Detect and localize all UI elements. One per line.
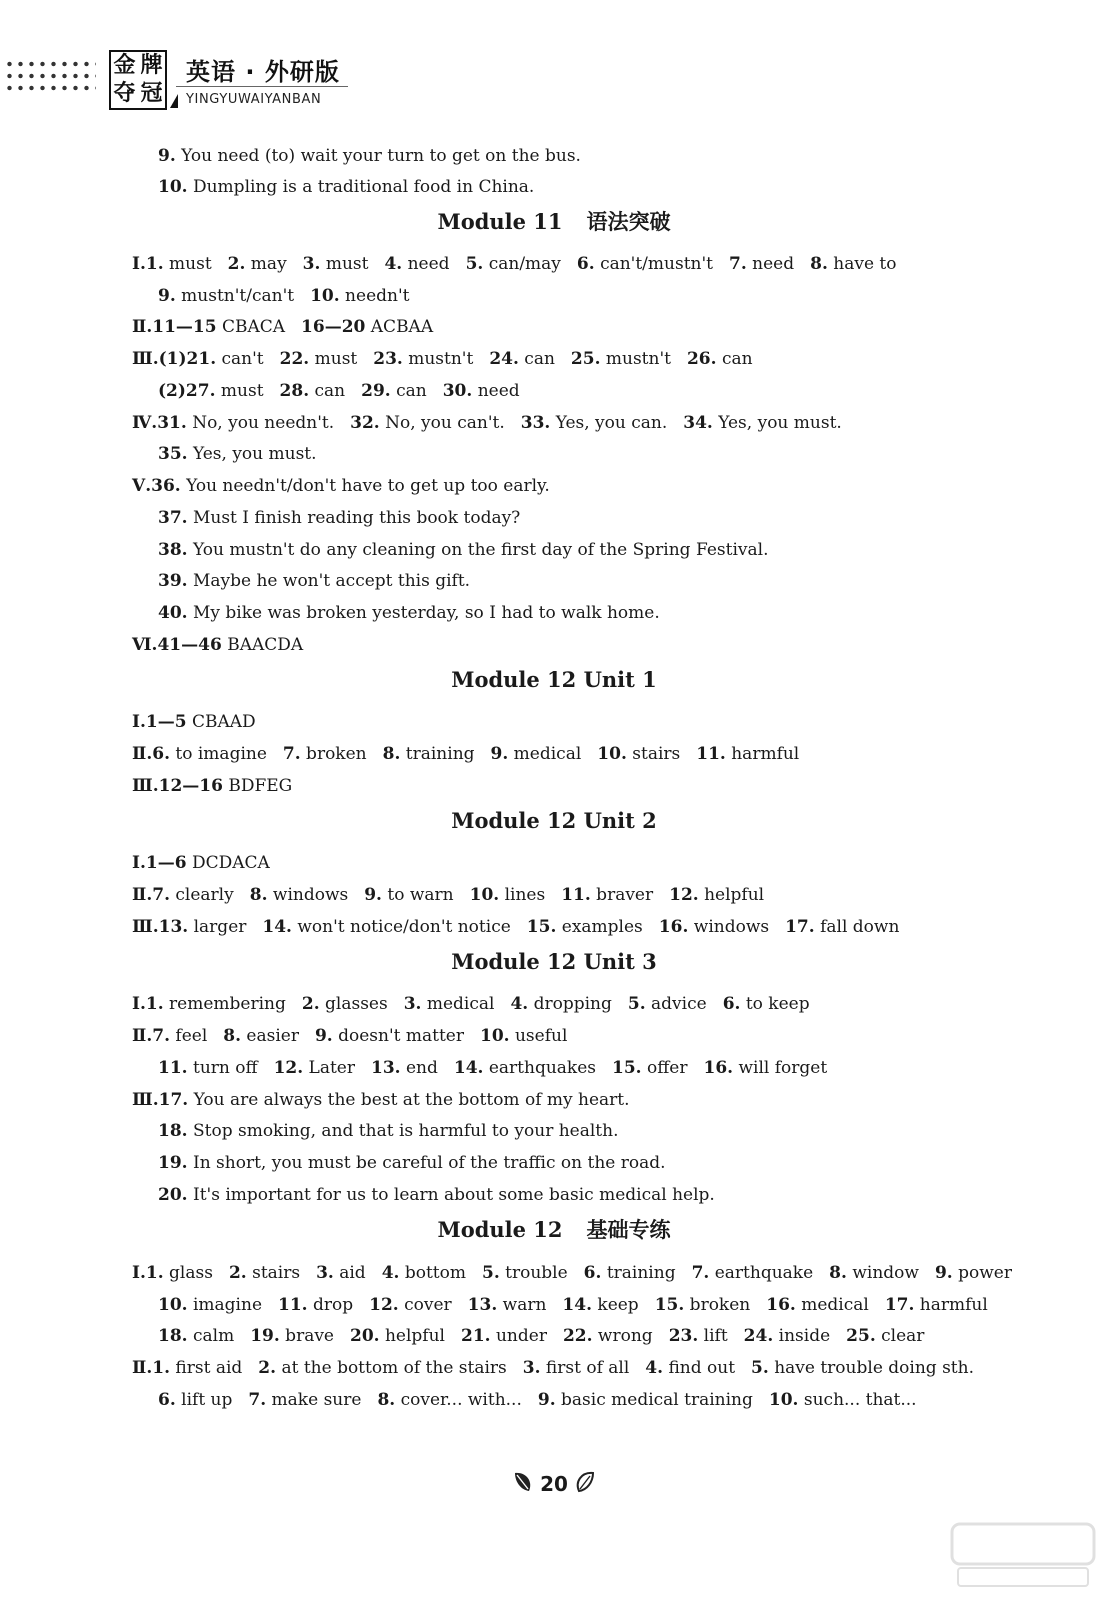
answer-text: offer (641, 1058, 688, 1078)
answer-line (158, 285, 409, 307)
answer-text: to warn (381, 885, 454, 905)
answer-text: Yes, you must. (187, 444, 317, 464)
item-number: 1. (145, 994, 164, 1014)
item-number: 15. (612, 1058, 642, 1078)
page-number: 20 (540, 1472, 568, 1496)
answer-line (132, 475, 550, 497)
item-number: 11. (696, 744, 726, 764)
item-number: 5. (627, 994, 646, 1014)
item-number: 23. (668, 1326, 699, 1346)
item-number: 6. (576, 254, 595, 274)
answer-text: Yes, you can. (550, 413, 668, 433)
section-numeral: Ⅰ. (132, 1263, 146, 1283)
section-numeral: Ⅰ. (132, 853, 146, 873)
item-number: 22. (279, 349, 310, 369)
answer-line (158, 1389, 917, 1411)
item-number: 18. (158, 1121, 188, 1141)
answer-text: warn (497, 1295, 547, 1315)
answer-text: feel (170, 1026, 208, 1046)
item-number: 15. (654, 1295, 685, 1315)
answer-line (132, 316, 433, 338)
answer-text: Stop smoking, and that is harmful to your health. (187, 1121, 619, 1141)
answer-text: cover (398, 1295, 452, 1315)
answer-text: such... that... (798, 1390, 917, 1410)
answer-line (158, 1057, 827, 1079)
section-heading (0, 208, 1108, 236)
item-number: 25. (570, 349, 601, 369)
item-number: 19. (250, 1326, 280, 1346)
answer-text: You need (to) wait your turn to get on the bus. (175, 146, 581, 166)
answer-line (132, 775, 292, 797)
answer-text: glass (163, 1263, 213, 1283)
item-number: 29. (361, 381, 391, 401)
answer-text: You mustn't do any cleaning on the first day of the Spring Festival. (187, 540, 769, 560)
item-number: 2. (228, 1263, 247, 1283)
answer-text: Dumpling is a traditional food in China. (187, 177, 535, 197)
item-number: 35. (158, 444, 188, 464)
item-number: 40. (158, 603, 188, 623)
item-number: 10. (158, 1295, 188, 1315)
section-numeral: Ⅰ. (132, 994, 146, 1014)
answer-text: can't/mustn't (594, 254, 713, 274)
section-heading (0, 948, 1108, 976)
answer-text: can (309, 381, 346, 401)
answer-text: turn off (187, 1058, 258, 1078)
header-rule (176, 86, 348, 87)
item-number: 14. (453, 1058, 484, 1078)
item-number: 12. (369, 1295, 399, 1315)
item-number: 8. (829, 1263, 847, 1283)
watermark-logo (948, 1520, 1098, 1590)
item-number: 24. (489, 349, 519, 369)
item-number: 9. (364, 885, 382, 905)
section-heading-text: Module 12 Unit 2 (451, 808, 657, 833)
answer-line (158, 602, 660, 624)
item-number: 8. (377, 1390, 396, 1410)
item-number: 3. (522, 1358, 541, 1378)
section-numeral: Ⅴ. (132, 476, 152, 496)
item-number: 17. (884, 1295, 915, 1315)
item-number: 13. (371, 1058, 401, 1078)
answer-text: Later (303, 1058, 355, 1078)
answer-text: harmful (725, 744, 800, 764)
section-numeral: Ⅲ. (132, 349, 159, 369)
answer-text: glasses (319, 994, 388, 1014)
answer-text: end (400, 1058, 438, 1078)
item-number: 18. (158, 1326, 188, 1346)
answer-text: make sure (266, 1390, 362, 1410)
item-number: 20. (350, 1326, 380, 1346)
answer-text: broken (684, 1295, 751, 1315)
item-number: 41—46 (157, 635, 222, 655)
answer-text: must (215, 381, 264, 401)
answer-text: under (490, 1326, 547, 1346)
answer-text: Yes, you must. (712, 413, 842, 433)
item-number: 28. (279, 381, 310, 401)
answer-line (132, 743, 799, 765)
answer-text: must (320, 254, 369, 274)
answer-line (132, 1357, 974, 1379)
logo-char: 金 (113, 53, 136, 78)
answer-text: Maybe he won't accept this gift. (187, 571, 471, 591)
item-number: 9. (158, 146, 176, 166)
item-number: 39. (158, 571, 188, 591)
answer-text: must (163, 254, 212, 274)
item-number: 38. (158, 540, 188, 560)
answer-text: lines (499, 885, 546, 905)
section-numeral: Ⅲ. (132, 1090, 159, 1110)
item-number: 4. (510, 994, 529, 1014)
page-footer (0, 1470, 1108, 1498)
answer-line (158, 443, 317, 465)
answer-text: No, you needn't. (186, 413, 335, 433)
item-number: 14. (262, 917, 292, 937)
answer-line (158, 539, 768, 561)
answer-text: calm (187, 1326, 235, 1346)
answer-text: will forget (733, 1058, 828, 1078)
answer-line (132, 884, 764, 906)
item-number: 10. (158, 177, 188, 197)
answer-text: You needn't/don't have to get up too early. (180, 476, 550, 496)
item-number: 1. (145, 1263, 164, 1283)
answer-text: helpful (379, 1326, 445, 1346)
section-numeral: Ⅱ. (132, 1358, 153, 1378)
answer-text: can (716, 349, 753, 369)
item-number: 16—20 (301, 317, 366, 337)
answer-text: need (402, 254, 450, 274)
logo-char: 夺 (113, 81, 136, 106)
section-heading-text: Module 12 Unit 3 (451, 949, 657, 974)
item-number: 25. (846, 1326, 876, 1346)
answer-text: clear (875, 1326, 925, 1346)
answer-text: needn't (339, 286, 410, 306)
section-numeral: Ⅰ. (132, 254, 146, 274)
item-number: 9. (158, 286, 176, 306)
item-number: 24. (743, 1326, 774, 1346)
section-numeral: Ⅲ. (132, 917, 159, 937)
answer-text: harmful (914, 1295, 988, 1315)
answer-text: first of all (540, 1358, 630, 1378)
answer-text: braver (590, 885, 654, 905)
item-number: 1. (145, 254, 164, 274)
answer-line (132, 1025, 567, 1047)
answer-text: wrong (592, 1326, 653, 1346)
answer-text: to imagine (170, 744, 267, 764)
item-number: 31. (157, 413, 187, 433)
answer-text: clearly (170, 885, 234, 905)
item-number: 7. (282, 744, 301, 764)
item-number: 3. (316, 1263, 334, 1283)
item-number: 7. (248, 1390, 267, 1410)
answer-text: cover... with... (395, 1390, 522, 1410)
item-number: 10. (768, 1390, 799, 1410)
answer-line (132, 253, 896, 275)
subject-pinyin: YINGYUWAIYANBAN (186, 92, 322, 107)
answer-text: helpful (698, 885, 765, 905)
answer-line (158, 507, 520, 529)
section-numeral: Ⅱ. (132, 1026, 153, 1046)
item-number: (2)27. (158, 381, 216, 401)
answer-text: ACBAA (365, 317, 434, 337)
item-number: 3. (302, 254, 321, 274)
answer-text: have trouble doing sth. (768, 1358, 974, 1378)
answer-text: imagine (187, 1295, 263, 1315)
answer-text: lift up (175, 1390, 233, 1410)
answer-text: drop (307, 1295, 354, 1315)
section-heading-cn: 语法突破 (586, 210, 671, 234)
item-number: 34. (683, 413, 713, 433)
answer-line (158, 380, 520, 402)
item-number: 16. (703, 1058, 734, 1078)
answer-text: medical (795, 1295, 869, 1315)
item-number: 8. (382, 744, 401, 764)
answer-text: aid (333, 1263, 366, 1283)
item-number: 12. (669, 885, 699, 905)
item-number: 9. (934, 1263, 953, 1283)
answer-text: windows (267, 885, 349, 905)
answer-text: windows (688, 917, 770, 937)
answer-text: My bike was broken yesterday, so I had to walk home. (187, 603, 660, 623)
answer-text: mustn't (600, 349, 671, 369)
answer-line (158, 1184, 715, 1206)
answer-text: You are always the best at the bottom of my heart. (188, 1090, 630, 1110)
item-number: 6. (158, 1390, 176, 1410)
section-numeral: Ⅱ. (132, 317, 153, 337)
section-heading (0, 807, 1108, 835)
item-number: 8. (249, 885, 268, 905)
item-number: 10. (310, 286, 340, 306)
dot-pattern (4, 60, 96, 100)
answer-text: must (309, 349, 358, 369)
item-number: 10. (480, 1026, 510, 1046)
item-number: 11. (278, 1295, 308, 1315)
item-number: 4. (381, 1263, 400, 1283)
item-number: 16. (766, 1295, 796, 1315)
answer-text: need (472, 381, 520, 401)
brand-logo (109, 50, 167, 110)
answer-text: larger (188, 917, 247, 937)
answer-text: DCDACA (186, 853, 270, 873)
item-number: 20. (158, 1185, 188, 1205)
section-heading-text: Module 11 (437, 209, 563, 234)
answer-line (158, 1152, 666, 1174)
logo-accent-shape (170, 94, 178, 108)
answer-text: keep (591, 1295, 639, 1315)
section-numeral: Ⅱ. (132, 885, 153, 905)
answer-text: CBAAD (186, 712, 256, 732)
answer-text: BDFEG (222, 776, 293, 796)
logo-char: 冠 (140, 81, 163, 106)
item-number: (1)21. (158, 349, 217, 369)
answer-text: easier (241, 1026, 299, 1046)
section-heading (0, 666, 1108, 694)
leaf-right-icon (573, 1470, 595, 1498)
item-number: 14. (562, 1295, 592, 1315)
answer-text: can't (216, 349, 264, 369)
item-number: 7. (729, 254, 747, 274)
section-numeral: Ⅳ. (132, 413, 158, 433)
item-number: 4. (384, 254, 403, 274)
item-number: 7. (152, 1026, 170, 1046)
answer-text: bottom (399, 1263, 466, 1283)
answer-line (132, 1262, 1012, 1284)
answer-text: can/may (483, 254, 561, 274)
answer-text: BAACDA (221, 635, 304, 655)
answer-text: mustn't/can't (175, 286, 295, 306)
answer-text: first aid (170, 1358, 243, 1378)
answer-text: broken (300, 744, 367, 764)
answer-text: training (400, 744, 475, 764)
item-number: 21. (461, 1326, 491, 1346)
answer-text: Must I finish reading this book today? (187, 508, 521, 528)
answer-text: doesn't matter (332, 1026, 464, 1046)
answer-line (158, 570, 470, 592)
answer-line (132, 916, 899, 938)
answer-text: examples (556, 917, 643, 937)
answer-text: brave (279, 1326, 334, 1346)
answer-text: It's important for us to learn about some basic medical help. (187, 1185, 715, 1205)
answer-line (132, 412, 842, 434)
logo-char: 牌 (140, 53, 163, 78)
item-number: 15. (526, 917, 557, 937)
answer-line (158, 1294, 988, 1316)
answer-text: dropping (528, 994, 612, 1014)
section-numeral: Ⅱ. (132, 744, 153, 764)
item-number: 16. (658, 917, 689, 937)
item-number: 9. (314, 1026, 333, 1046)
answer-text: training (601, 1263, 676, 1283)
answer-text: fall down (814, 917, 900, 937)
item-number: 7. (691, 1263, 710, 1283)
answer-text: earthquakes (483, 1058, 597, 1078)
answer-text: need (746, 254, 795, 274)
section-numeral: Ⅵ. (132, 635, 158, 655)
item-number: 19. (158, 1153, 188, 1173)
item-number: 2. (301, 994, 320, 1014)
answer-line (132, 1089, 630, 1111)
item-number: 2. (227, 254, 246, 274)
section-numeral: Ⅰ. (132, 712, 146, 732)
answer-text: window (846, 1263, 919, 1283)
item-number: 1. (152, 1358, 170, 1378)
item-number: 9. (537, 1390, 556, 1410)
item-number: 5. (481, 1263, 500, 1283)
answer-text: power (952, 1263, 1012, 1283)
item-number: 32. (350, 413, 380, 433)
answer-text: medical (421, 994, 495, 1014)
answer-text: won't notice/don't notice (291, 917, 511, 937)
answer-text: may (245, 254, 287, 274)
leaf-left-icon (513, 1470, 535, 1498)
item-number: 1—5 (145, 712, 187, 732)
answer-line (158, 1120, 619, 1142)
answer-text: find out (663, 1358, 736, 1378)
answer-text: earthquake (709, 1263, 814, 1283)
page-header (0, 0, 1108, 120)
item-number: 30. (442, 381, 473, 401)
answer-text: stairs (626, 744, 681, 764)
item-number: 7. (152, 885, 170, 905)
answer-text: can (518, 349, 555, 369)
item-number: 36. (151, 476, 181, 496)
answer-text: remembering (163, 994, 286, 1014)
item-number: 17. (785, 917, 815, 937)
item-number: 5. (465, 254, 484, 274)
item-number: 6. (583, 1263, 602, 1283)
answer-text: No, you can't. (379, 413, 505, 433)
answer-line (132, 993, 810, 1015)
answer-text: medical (508, 744, 582, 764)
item-number: 23. (373, 349, 403, 369)
item-number: 8. (223, 1026, 242, 1046)
answer-text: In short, you must be careful of the traffic on the road. (187, 1153, 666, 1173)
item-number: 6. (152, 744, 170, 764)
item-number: 22. (562, 1326, 593, 1346)
item-number: 12—16 (158, 776, 223, 796)
item-number: 3. (403, 994, 422, 1014)
answer-text: mustn't (402, 349, 474, 369)
answer-line (132, 711, 256, 733)
answer-text: have to (827, 254, 897, 274)
section-heading (0, 1216, 1108, 1244)
answer-text: at the bottom of the stairs (276, 1358, 507, 1378)
subject-title: 英语 · 外研版 (186, 58, 340, 86)
answer-text: trouble (499, 1263, 568, 1283)
answer-text: inside (773, 1326, 831, 1346)
item-number: 26. (686, 349, 717, 369)
item-number: 11. (561, 885, 591, 905)
item-number: 2. (258, 1358, 277, 1378)
answer-line (158, 176, 534, 198)
item-number: 13. (158, 917, 189, 937)
item-number: 1—6 (145, 853, 187, 873)
answer-text: CBACA (216, 317, 286, 337)
answer-text: lift (698, 1326, 728, 1346)
answer-text: basic medical training (555, 1390, 753, 1410)
section-heading-text: Module 12 Unit 1 (451, 667, 657, 692)
item-number: 5. (751, 1358, 769, 1378)
answer-line (132, 634, 303, 656)
answer-line (132, 852, 270, 874)
item-number: 12. (273, 1058, 304, 1078)
section-heading-cn: 基础专练 (586, 1218, 671, 1242)
item-number: 17. (158, 1090, 189, 1110)
item-number: 11—15 (152, 317, 217, 337)
item-number: 11. (158, 1058, 188, 1078)
item-number: 37. (158, 508, 188, 528)
section-heading-text: Module 12 (437, 1217, 563, 1242)
answer-text: stairs (246, 1263, 301, 1283)
item-number: 9. (490, 744, 509, 764)
section-numeral: Ⅲ. (132, 776, 159, 796)
item-number: 4. (645, 1358, 664, 1378)
item-number: 8. (810, 254, 828, 274)
answer-text: to keep (740, 994, 810, 1014)
answer-text: can (390, 381, 427, 401)
answer-text: advice (645, 994, 707, 1014)
item-number: 13. (467, 1295, 498, 1315)
item-number: 6. (722, 994, 741, 1014)
answer-line (158, 1325, 924, 1347)
item-number: 10. (469, 885, 500, 905)
answer-text: useful (509, 1026, 568, 1046)
item-number: 10. (597, 744, 627, 764)
item-number: 33. (520, 413, 551, 433)
answer-line (158, 145, 581, 167)
answer-line (132, 348, 753, 370)
